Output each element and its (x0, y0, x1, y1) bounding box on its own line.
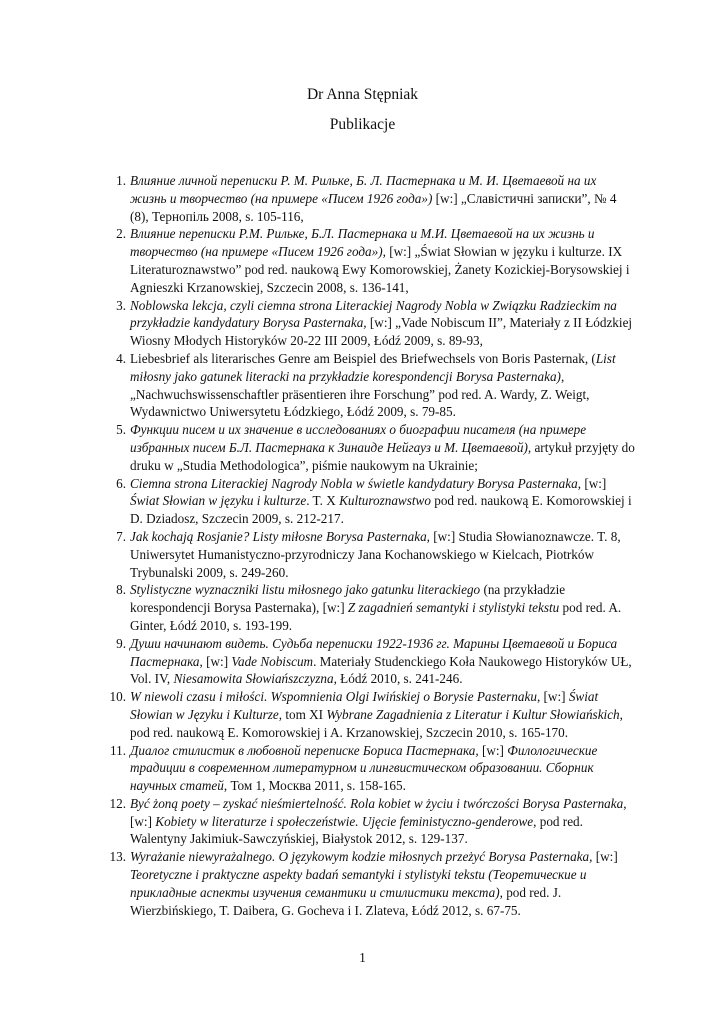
publication-item (116, 421, 635, 474)
publication-text: artykuł przyjęty do druku w „Studia Methodologica”, piśmie naukowym na Ukrainie; (130, 439, 635, 473)
publication-number: 10. (109, 689, 126, 705)
publication-title-italic: Wyrażanie niewyrażalnego. O językowym kodzie miłosnych przeżyć Borysa Pasternaka, (130, 849, 593, 865)
publication-number: 12. (109, 795, 126, 811)
publication-text: , Łódź 2010, s. 241-246. (333, 671, 463, 687)
publication-item (109, 848, 635, 919)
publication-list (109, 172, 635, 919)
publication-text: , [w:] (536, 689, 569, 705)
publication-text: [w:] (478, 742, 508, 758)
publication-title-italic: Влияние переписки Р.М. Рильке, Б.Л. Пастернака и М.И. Цветаевой на их жизнь и творчество (на примере «Писем 1926 года»), (130, 226, 595, 260)
publication-title-italic: Świat Słowian w Języku i Kulturze (130, 689, 599, 722)
publication-item (116, 297, 635, 350)
publication-text: , Том 1, Москва 2011, s. 158-165. (223, 778, 406, 794)
publication-item (116, 475, 635, 528)
publication-title-italic: Филологические традиции в современном литературном и лингвистическом образовании. Сборник научных статей (130, 742, 598, 794)
publication-item (116, 581, 635, 634)
publication-item (116, 225, 635, 296)
publication-item (116, 172, 635, 225)
publication-title-italic: Noblowska lekcja, czyli ciemna strona Literackiej Nagrody Nobla w Związku Radzieckim na przykładzie kandydatury Borysa Pasternaka, (130, 297, 617, 331)
publication-title-italic: Души начинают видеть. Судьба переписки 1922-1936 гг. Марины Цветаевой и Бориса Пастернака (130, 635, 618, 669)
publication-number: 1. (116, 173, 126, 188)
publication-text: , pod red. naukową E. Komorowskiej i A. Krzanowskiej, Szczecin 2010, s. 165-170. (130, 706, 623, 740)
publication-text: [w:] „Слaвістичні записки”, № 4 (8), Тернопіль 2008, s. 105-116, (130, 190, 617, 224)
publication-title-italic: Kulturoznawstwo (339, 493, 431, 509)
publication-title-italic: List miłosny jako gatunek literacki na przykładzie korespondencji Borysa Pasternaka) (130, 350, 616, 384)
publication-title-italic: Wybrane Zagadnienia z Literatur i Kultur Słowiańskich (326, 706, 620, 722)
page-title: Publikacje (329, 116, 396, 133)
publication-item (110, 742, 635, 795)
publication-item (109, 795, 635, 848)
publication-text: [w:] Studia Słowianoznawcze. T. 8, Uniwersytet Humanistyczno-przyrodniczy Jana Kochanowskiego w Kielcach, Piotrków Trybunalski 2009, s. 249-260. (130, 528, 621, 580)
publication-text: , [w:] (130, 795, 627, 829)
publication-text: [w:] (592, 849, 618, 865)
publication-title-italic: Teoretyczne i praktyczne aspekty badań semantyki i stylistyki tekstu (Теоретические и прикладные аспекты изучения семантики и стилистики текста), (130, 867, 587, 900)
publication-item (116, 350, 635, 421)
publication-text: pod red. A. Ginter, Łódź 2010, s. 193-199. (130, 600, 622, 633)
publication-title-italic: Kobiety w literaturze i społeczeństwie. Ujęcie feministyczno-genderowe (155, 813, 534, 829)
publication-text: , [w:] (577, 475, 607, 491)
publication-number: 2. (116, 226, 126, 242)
publication-number: 4. (116, 350, 126, 366)
publication-number: 8. (116, 582, 126, 598)
publication-item (116, 635, 635, 688)
publication-title-italic: Jak kochają Rosjanie? Listy miłosne Borysa Pasternaka, (130, 528, 430, 544)
publication-number: 11. (110, 742, 126, 758)
publication-text: (na przykładzie korespondencji Borysa Pasternaka), [w:] (130, 582, 566, 616)
publication-title-italic: Z zagadnień semantyki i stylistyki tekstu (347, 600, 560, 616)
publication-title-italic: Ciemna strona Literackiej Nagrody Nobla w świetle kandydatury Borysa Pasternaka (130, 475, 578, 491)
publication-number: 3. (116, 297, 126, 313)
publication-title-italic: Być żoną poety – zyskać nieśmiertelność. Rola kobiet w życiu i twórczości Borysa Pasternaka (130, 795, 624, 811)
publication-text: Liebesbrief als literarisches Genre am Beispiel des Briefwechsels von Boris Pasternak, ( (130, 350, 596, 366)
publication-title-italic: Влияние личной переписки Р. М. Рильке, Б. Л. Пастернака и М. И. Цветаевой на их жизнь и творчество (на примере «Писем 1926 года») (130, 173, 597, 206)
publication-title-italic: Диалог стилистик в любовной переписке Бориса Пастернака, (130, 742, 479, 758)
publication-text: . T. X (306, 493, 340, 509)
publication-title-italic: W niewoli czasu i miłości. Wspomnienia Olgi Iwińskiej o Borysie Pasternaku (130, 689, 537, 705)
publication-number: 7. (116, 528, 126, 544)
publication-title-italic: Niesamowita Słowiańszczyzna (173, 671, 334, 687)
author-name: Dr Anna Stępniak (306, 86, 419, 103)
publication-text: , „Nachwuchswissenschaftler präsentieren ihre Forschung” pod red. A. Wardy, Z. Weigt, Wydawnictwo Uniwersytetu Łódzkiego, Łódź 2009, s. 79-85. (130, 368, 590, 420)
publication-text: , pod red. Walentyny Jakimiuk-Sawczyńskiej, Białystok 2012, s. 129-137. (130, 813, 583, 847)
publication-title-italic: Świat Słowian w języku i kulturze (130, 493, 307, 509)
publication-number: 6. (116, 475, 126, 491)
page-number: 1 (359, 950, 366, 965)
publication-item (109, 688, 635, 741)
publication-title-italic: Stylistyczne wyznaczniki listu miłosnego jako gatunku literackiego (130, 582, 481, 598)
publication-text: . Materiały Studenckiego Koła Naukowego Historyków UŁ, Vol. IV, (130, 653, 632, 687)
publication-text: pod red. naukową E. Komorowskiej i D. Dziadosz, Szczecin 2009, s. 212-217. (130, 493, 632, 527)
publication-text: pod red. J. Wierzbińskiego, T. Daibera, G. Gocheva i I. Zlateva, Łódź 2012, s. 67-75. (130, 884, 562, 918)
publication-number: 13. (109, 849, 126, 865)
publication-number: 9. (116, 635, 126, 651)
publication-text: , tom XI (278, 706, 327, 722)
publication-text: , [w:] (199, 653, 232, 669)
publication-text: [w:] „Vade Nobiscum II”, Materiały z II Łódzkiej Wiosny Młodych Historyków 20-22 III 2009, Łódź 2009, s. 89-93, (130, 315, 633, 349)
publication-title-italic: Функции писем и их значение в исследованиях о биографии писателя (на примере избранных писем Б.Л. Пастернака к Зинаиде Нейгауз и М. Цветаевой), (130, 422, 587, 455)
publication-item (116, 528, 635, 581)
publication-title-italic: Vade Nobiscum (231, 653, 314, 669)
publication-text: [w:] „Świat Słowian w języku i kulturze. IX Literaturoznawstwo” pod red. naukową Ewy Komorowskiej, Żanety Kozickiej-Borysowskiej i Agnieszki Krzanowskiej, Szczecin 2008, s. 136-141, (130, 244, 630, 295)
publication-number: 5. (116, 422, 126, 438)
